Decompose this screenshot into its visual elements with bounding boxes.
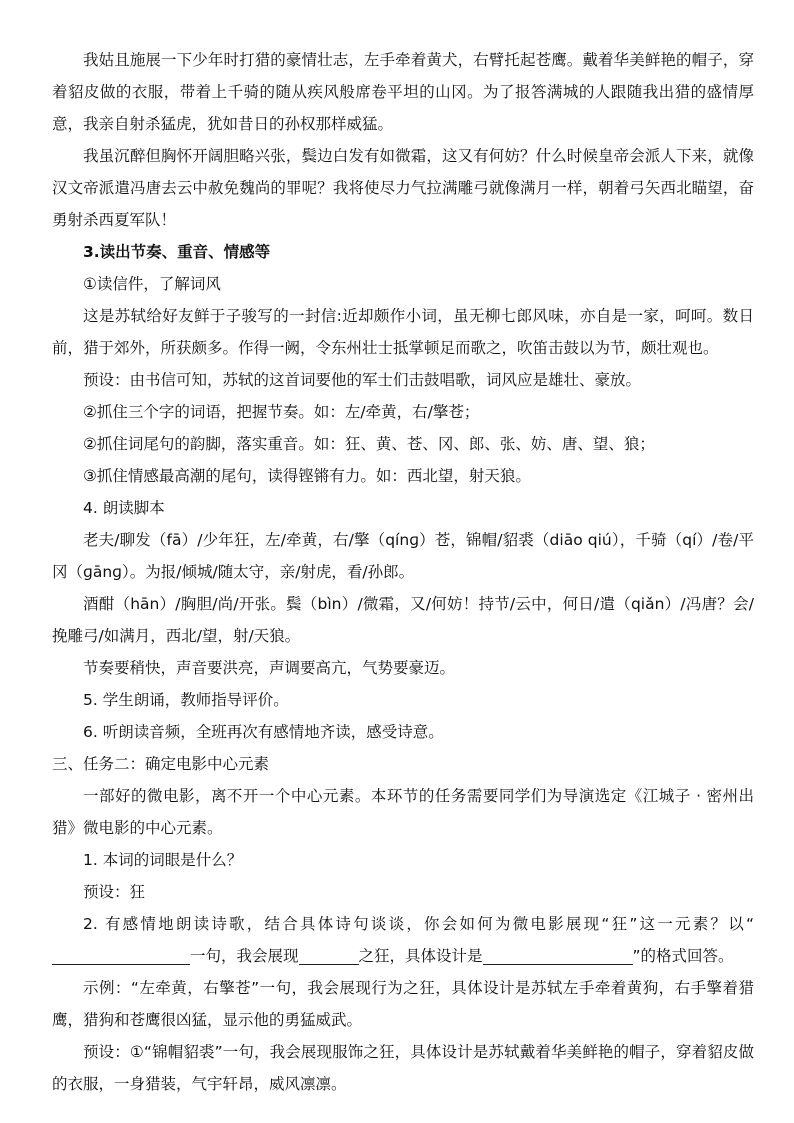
item-listen-audio: 6. 听朗读音频，全班再次有感情地齐读，感受诗意。 [83, 723, 444, 741]
paragraph-preset-style: 预设：由书信可知，苏轼的这首词要他的军士们击鼓唱歌，词风应是雄壮、豪放。 [83, 371, 642, 389]
item-student-recite: 5. 学生朗诵，教师指导评价。 [83, 691, 289, 709]
fill-blank-line-aspect[interactable] [299, 946, 359, 965]
fill-blank-line-design[interactable] [483, 946, 633, 965]
paragraph-translation-2: 我虽沉醉但胸怀开阔胆略兴张，鬓边白发有如微霜，这又有何妨？什么时候皇帝会派人下来，就像汉文帝派遣冯唐去云中赦免魏尚的罪呢？我将使尽力气拉满雕弓就像满月一样，朝着弓矢西北瞄望，奋勇射杀西夏军队！ [52, 147, 754, 229]
section-heading-task-two: 三、任务二：确定电影中心元素 [52, 755, 270, 773]
item-emotion-climax: ③抓住情感最高潮的尾句，读得铿锵有力。如：西北望，射天狼。 [83, 467, 531, 485]
question-2-mid-2: 之狂，具体设计是 [358, 947, 483, 965]
heading-reading-rhythm: 3.读出节奏、重音、情感等 [83, 243, 271, 261]
item-rhyme-feet: ②抓住词尾句的韵脚，落实重音。如：狂、黄、苍、冈、郎、张、妨、唐、望、狼； [83, 435, 655, 453]
item-read-letter: ①读信件，了解词风 [83, 275, 221, 293]
paragraph-example: 示例：“左牵黄，右擎苍”一句，我会展现行为之狂，具体设计是苏轼左手牵着黄狗，右手擎着猎鹰，猎狗和苍鹰很凶猛，显示他的勇猛威武。 [52, 979, 754, 1029]
item-rhythm-words: ②抓住三个字的词语，把握节奏。如：左/牵黄，右/擎苍； [83, 403, 480, 421]
question-2-mid-1: 一句，我会展现 [190, 947, 299, 965]
heading-reading-script: 4. 朗读脚本 [83, 499, 165, 517]
paragraph-reading-guide: 节奏要稍快，声音要洪亮，声调要高亢，气势要豪迈。 [83, 659, 456, 677]
paragraph-script-upper: 老夫/聊发（fā）/少年狂，左/牵黄，右/擎（qínɡ）苍，锦帽/貂裘（diāo qiú），千骑（qí）/卷/平冈（ɡānɡ）。为报/倾城/随太守，亲/射虎，看/孙郎。 [52, 531, 754, 581]
paragraph-task-intro: 一部好的微电影，离不开一个中心元素。本环节的任务需要同学们为导演选定《江城子 · 密州出猎》微电影的中心元素。 [52, 787, 754, 837]
question-2 [52, 908, 754, 972]
paragraph-letter: 这是苏轼给好友鲜于子骏写的一封信:近却颇作小词，虽无柳七郎风味，亦自是一家，呵呵。数日前，猎于郊外，所获颇多。作得一阙，令东州壮士抵掌顿足而歌之，吹笛击鼓以为节，颇壮观也。 [52, 307, 754, 357]
paragraph-translation-1: 我姑且施展一下少年时打猎的豪情壮志，左手牵着黄犬，右臂托起苍鹰。戴着华美鲜艳的帽子，穿着貂皮做的衣服，带着上千骑的随从疾风般席卷平坦的山冈。为了报答满城的人跟随我出猎的盛情厚意，我亲自射杀猛虎，犹如昔日的孙权那样威猛。 [52, 51, 754, 133]
document-page [52, 44, 754, 1100]
preset-answer-1: 预设：狂 [83, 883, 146, 901]
paragraph-script-lower: 酒酣（hān）/胸胆/尚/开张。鬓（bìn）/微霜，又/何妨！持节/云中，何日/遣（qiǎn）/冯唐？会/挽雕弓/如满月，西北/望，射/天狼。 [52, 595, 754, 645]
question-2-lead: 2. 有感情地朗读诗歌，结合具体诗句谈谈，你会如何为微电影展现“狂”这一元素？以“ [83, 915, 754, 933]
question-2-tail: ”的格式回答。 [632, 947, 734, 965]
fill-blank-line-sentence[interactable] [52, 946, 190, 965]
question-1: 1. 本词的词眼是什么？ [83, 851, 243, 869]
paragraph-preset-answer: 预设：①“锦帽貂裘”一句，我会展现服饰之狂，具体设计是苏轼戴着华美鲜艳的帽子，穿着貂皮做的衣服，一身猎装，气宇轩昂，威风凛凛。 [52, 1043, 754, 1093]
